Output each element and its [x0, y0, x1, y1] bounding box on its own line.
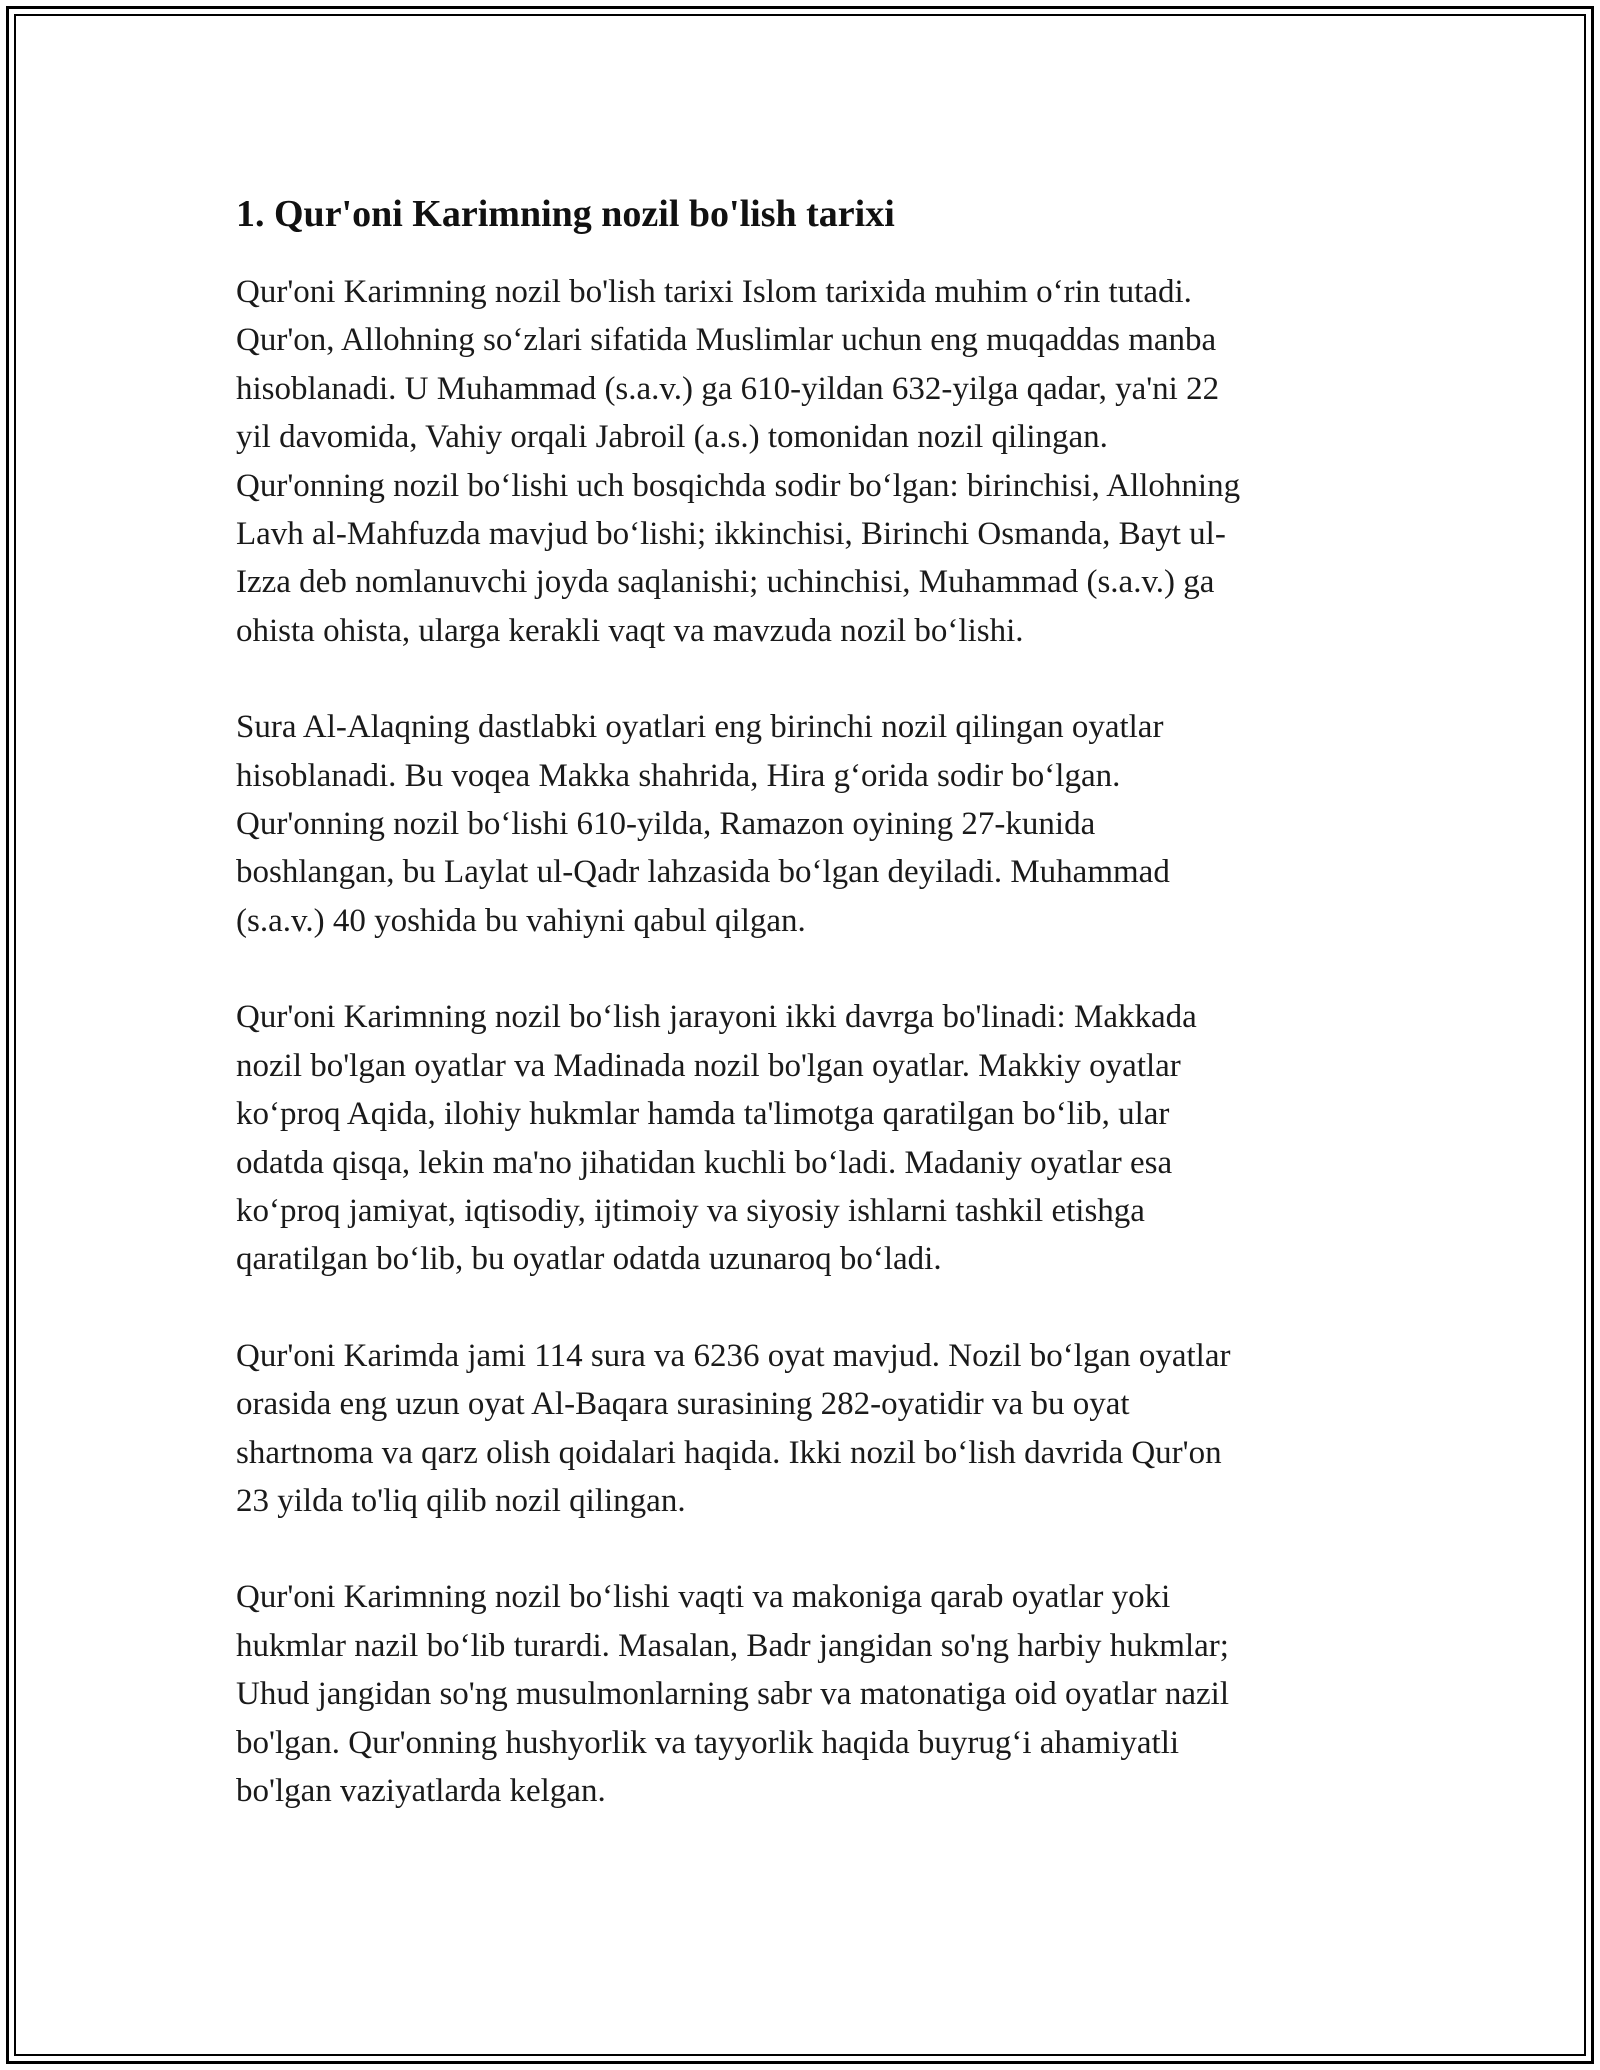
- paragraph-3: Qur'oni Karimning nozil bo‘lish jarayoni ikki davrga bo'linadi: Makkada nozil bo'lgan oyatlar va Madinada nozil bo'lgan oyatlar. Makkiy oyatlar ko‘proq Aqida, ilohiy hukmlar hamda ta'limotga qaratilgan bo‘lib, ular odatda qisqa, lekin ma'no jihatidan kuchli bo‘ladi. Madaniy oyatlar esa ko‘proq jamiyat, iqtisodiy, ijtimoiy va siyosiy ishlarni tashkil etishga qaratilgan bo‘lib, bu oyatlar odatda uzunaroq bo‘ladi.: [236, 999, 1197, 1278]
- paragraph-1: Qur'oni Karimning nozil bo'lish tarixi Islom tarixida muhim o‘rin tutadi. Qur'on, Allohning so‘zlari sifatida Muslimlar uchun eng muqaddas manba hisoblanadi. U Muhammad (s.a.v.) ga 610-yildan 632-yilga qadar, ya'ni 22 yil davomida, Vahiy orqali Jabroil (a.s.) tomonidan nozil qilingan. Qur'onning nozil bo‘lishi uch bosqichda sodir bo‘lgan: birinchisi, Allohning Lavh al-Mahfuzda mavjud bo‘lishi; ikkinchisi, Birinchi Osmanda, Bayt ul- Izza deb nomlanuvchi joyda saqlanishi; uchinchisi, Muhammad (s.a.v.) ga ohista ohista, ularga kerakli vaqt va mavzuda nozil bo‘lishi.: [236, 274, 1241, 649]
- document-body: [236, 188, 1360, 1863]
- section-title: 1. Qur'oni Karimning nozil bo'lish tarixi: [236, 193, 895, 235]
- paragraph-5: Qur'oni Karimning nozil bo‘lishi vaqti va makoniga qarab oyatlar yoki hukmlar nazil bo‘lib turardi. Masalan, Badr jangidan so'ng harbiy hukmlar; Uhud jangidan so'ng musulmonlarning sabr va matonatiga oid oyatlar nazil bo'lgan. Qur'onning hushyorlik va tayyorlik haqida buyrug‘i ahamiyatli bo'lgan vaziyatlarda kelgan.: [236, 1579, 1229, 1809]
- paragraph-4: Qur'oni Karimda jami 114 sura va 6236 oyat mavjud. Nozil bo‘lgan oyatlar orasida eng uzun oyat Al-Baqara surasining 282-oyatidir va bu oyat shartnoma va qarz olish qoidalari haqida. Ikki nozil bo‘lish davrida Qur'on 23 yilda to'liq qilib nozil qilingan.: [236, 1337, 1231, 1519]
- paragraph-2: Sura Al-Alaqning dastlabki oyatlari eng birinchi nozil qilingan oyatlar hisoblanadi. Bu voqea Makka shahrida, Hira g‘orida sodir bo‘lgan. Qur'onning nozil bo‘lishi 610-yilda, Ramazon oyining 27-kunida boshlangan, bu Laylat ul-Qadr lahzasida bo‘lgan deyiladi. Muhammad (s.a.v.) 40 yoshida bu vahiyni qabul qilgan.: [236, 709, 1170, 939]
